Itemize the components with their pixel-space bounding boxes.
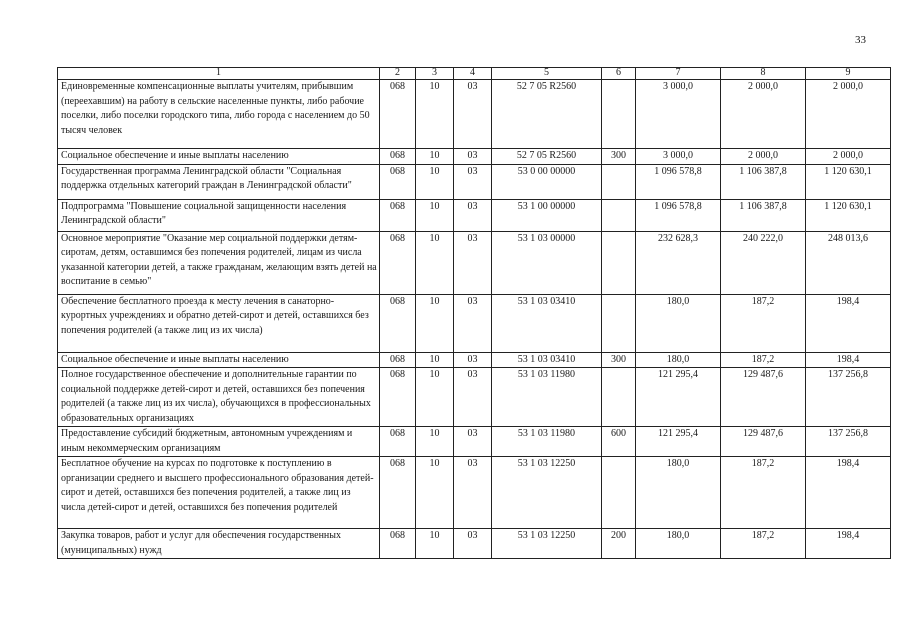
cell-expense-type <box>602 231 636 294</box>
cell-subsection: 03 <box>454 529 492 559</box>
cell-target-article: 53 1 03 12250 <box>492 457 602 529</box>
table-row <box>58 529 891 559</box>
cell-expense-type <box>602 368 636 427</box>
table-row <box>58 457 891 529</box>
cell-amount-year-2: 1 106 387,8 <box>721 199 806 231</box>
cell-expense-type <box>602 80 636 149</box>
cell-target-article: 53 1 03 03410 <box>492 294 602 352</box>
cell-amount-year-2: 2 000,0 <box>721 80 806 149</box>
table-row <box>58 199 891 231</box>
table-row <box>58 149 891 165</box>
row-name: Государственная программа Ленинградской области "Социальная поддержка отдельных категорий граждан в Ленинградской области" <box>58 164 380 199</box>
table-row <box>58 427 891 457</box>
cell-amount-year-1: 232 628,3 <box>636 231 721 294</box>
row-name: Единовременные компенсационные выплаты учителям, прибывшим (переехавшим) на работу в сельские населенные пункты, либо рабочие поселки, либо поселки городского типа, либо города с населением до 50 тысяч человек <box>58 80 380 149</box>
cell-amount-year-2: 240 222,0 <box>721 231 806 294</box>
cell-subsection: 03 <box>454 427 492 457</box>
cell-section: 10 <box>416 427 454 457</box>
row-name: Социальное обеспечение и иные выплаты населению <box>58 149 380 165</box>
cell-ministry-code: 068 <box>380 149 416 165</box>
cell-amount-year-2: 1 106 387,8 <box>721 164 806 199</box>
cell-target-article: 53 1 03 11980 <box>492 427 602 457</box>
cell-ministry-code: 068 <box>380 164 416 199</box>
cell-target-article: 53 1 03 03410 <box>492 352 602 368</box>
table-row <box>58 231 891 294</box>
cell-target-article: 52 7 05 R2560 <box>492 149 602 165</box>
cell-amount-year-3: 248 013,6 <box>806 231 891 294</box>
row-name: Подпрограмма "Повышение социальной защищенности населения Ленинградской области" <box>58 199 380 231</box>
cell-ministry-code: 068 <box>380 427 416 457</box>
column-header: 6 <box>602 68 636 80</box>
cell-subsection: 03 <box>454 457 492 529</box>
cell-amount-year-1: 180,0 <box>636 352 721 368</box>
cell-amount-year-3: 198,4 <box>806 294 891 352</box>
row-name: Социальное обеспечение и иные выплаты населению <box>58 352 380 368</box>
cell-ministry-code: 068 <box>380 80 416 149</box>
cell-section: 10 <box>416 199 454 231</box>
cell-subsection: 03 <box>454 199 492 231</box>
cell-target-article: 53 1 03 12250 <box>492 529 602 559</box>
cell-subsection: 03 <box>454 164 492 199</box>
cell-section: 10 <box>416 352 454 368</box>
cell-subsection: 03 <box>454 352 492 368</box>
cell-amount-year-1: 180,0 <box>636 294 721 352</box>
cell-amount-year-1: 121 295,4 <box>636 368 721 427</box>
cell-amount-year-2: 187,2 <box>721 529 806 559</box>
cell-expense-type: 300 <box>602 149 636 165</box>
cell-expense-type <box>602 199 636 231</box>
cell-section: 10 <box>416 231 454 294</box>
column-header: 7 <box>636 68 721 80</box>
cell-expense-type <box>602 457 636 529</box>
cell-amount-year-1: 3 000,0 <box>636 80 721 149</box>
cell-ministry-code: 068 <box>380 199 416 231</box>
cell-ministry-code: 068 <box>380 231 416 294</box>
cell-amount-year-1: 1 096 578,8 <box>636 199 721 231</box>
table-row <box>58 352 891 368</box>
cell-amount-year-2: 129 487,6 <box>721 368 806 427</box>
cell-amount-year-1: 180,0 <box>636 529 721 559</box>
cell-subsection: 03 <box>454 231 492 294</box>
cell-ministry-code: 068 <box>380 368 416 427</box>
cell-amount-year-3: 137 256,8 <box>806 427 891 457</box>
cell-amount-year-1: 121 295,4 <box>636 427 721 457</box>
row-name: Предоставление субсидий бюджетным, автономным учреждениям и иным некоммерческим организациям <box>58 427 380 457</box>
column-header: 1 <box>58 68 380 80</box>
cell-expense-type <box>602 294 636 352</box>
cell-section: 10 <box>416 164 454 199</box>
table-header-row <box>58 68 891 80</box>
cell-ministry-code: 068 <box>380 457 416 529</box>
cell-subsection: 03 <box>454 368 492 427</box>
cell-section: 10 <box>416 457 454 529</box>
cell-amount-year-3: 2 000,0 <box>806 149 891 165</box>
cell-section: 10 <box>416 80 454 149</box>
column-header: 4 <box>454 68 492 80</box>
cell-section: 10 <box>416 368 454 427</box>
cell-amount-year-3: 198,4 <box>806 529 891 559</box>
cell-amount-year-3: 2 000,0 <box>806 80 891 149</box>
budget-table <box>57 67 891 559</box>
row-name: Обеспечение бесплатного проезда к месту лечения в санаторно-курортных учреждениях и обратно детей-сирот и детей, оставшихся без попечения родителей (а также лиц из их числа) <box>58 294 380 352</box>
table-row <box>58 80 891 149</box>
row-name: Полное государственное обеспечение и дополнительные гарантии по социальной поддержке детей-сирот и детей, оставшихся без попечения родителей (а также лиц из их числа), обучающихся в профессиональных образовательных организациях <box>58 368 380 427</box>
cell-subsection: 03 <box>454 149 492 165</box>
cell-amount-year-1: 1 096 578,8 <box>636 164 721 199</box>
cell-ministry-code: 068 <box>380 529 416 559</box>
column-header: 5 <box>492 68 602 80</box>
cell-amount-year-1: 180,0 <box>636 457 721 529</box>
cell-expense-type: 600 <box>602 427 636 457</box>
cell-amount-year-2: 129 487,6 <box>721 427 806 457</box>
row-name: Закупка товаров, работ и услуг для обеспечения государственных (муниципальных) нужд <box>58 529 380 559</box>
cell-amount-year-2: 187,2 <box>721 294 806 352</box>
cell-target-article: 53 0 00 00000 <box>492 164 602 199</box>
column-header: 8 <box>721 68 806 80</box>
cell-section: 10 <box>416 149 454 165</box>
table-row <box>58 294 891 352</box>
cell-amount-year-2: 187,2 <box>721 352 806 368</box>
cell-section: 10 <box>416 529 454 559</box>
cell-target-article: 52 7 05 R2560 <box>492 80 602 149</box>
column-header: 9 <box>806 68 891 80</box>
cell-amount-year-1: 3 000,0 <box>636 149 721 165</box>
row-name: Основное мероприятие "Оказание мер социальной поддержки детям-сиротам, детям, оставшимся без попечения родителей, лицам из числа указанной категории детей, а также гражданам, желающим взять детей на воспитание в семью" <box>58 231 380 294</box>
cell-expense-type <box>602 164 636 199</box>
cell-expense-type: 200 <box>602 529 636 559</box>
cell-subsection: 03 <box>454 294 492 352</box>
cell-ministry-code: 068 <box>380 352 416 368</box>
column-header: 2 <box>380 68 416 80</box>
column-header: 3 <box>416 68 454 80</box>
cell-section: 10 <box>416 294 454 352</box>
cell-expense-type: 300 <box>602 352 636 368</box>
table-row <box>58 368 891 427</box>
cell-amount-year-3: 1 120 630,1 <box>806 164 891 199</box>
cell-amount-year-2: 187,2 <box>721 457 806 529</box>
row-name: Бесплатное обучение на курсах по подготовке к поступлению в организации среднего и высшего профессионального образования детей-сирот и детей, оставшихся без попечения родителей, а также лиц из числа детей-сирот и детей, оставшихся без попечения родителей <box>58 457 380 529</box>
cell-target-article: 53 1 03 11980 <box>492 368 602 427</box>
page-number: 33 <box>855 34 866 46</box>
cell-amount-year-3: 1 120 630,1 <box>806 199 891 231</box>
cell-target-article: 53 1 00 00000 <box>492 199 602 231</box>
cell-amount-year-2: 2 000,0 <box>721 149 806 165</box>
cell-amount-year-3: 137 256,8 <box>806 368 891 427</box>
cell-subsection: 03 <box>454 80 492 149</box>
cell-amount-year-3: 198,4 <box>806 352 891 368</box>
cell-ministry-code: 068 <box>380 294 416 352</box>
cell-amount-year-3: 198,4 <box>806 457 891 529</box>
table-row <box>58 164 891 199</box>
cell-target-article: 53 1 03 00000 <box>492 231 602 294</box>
